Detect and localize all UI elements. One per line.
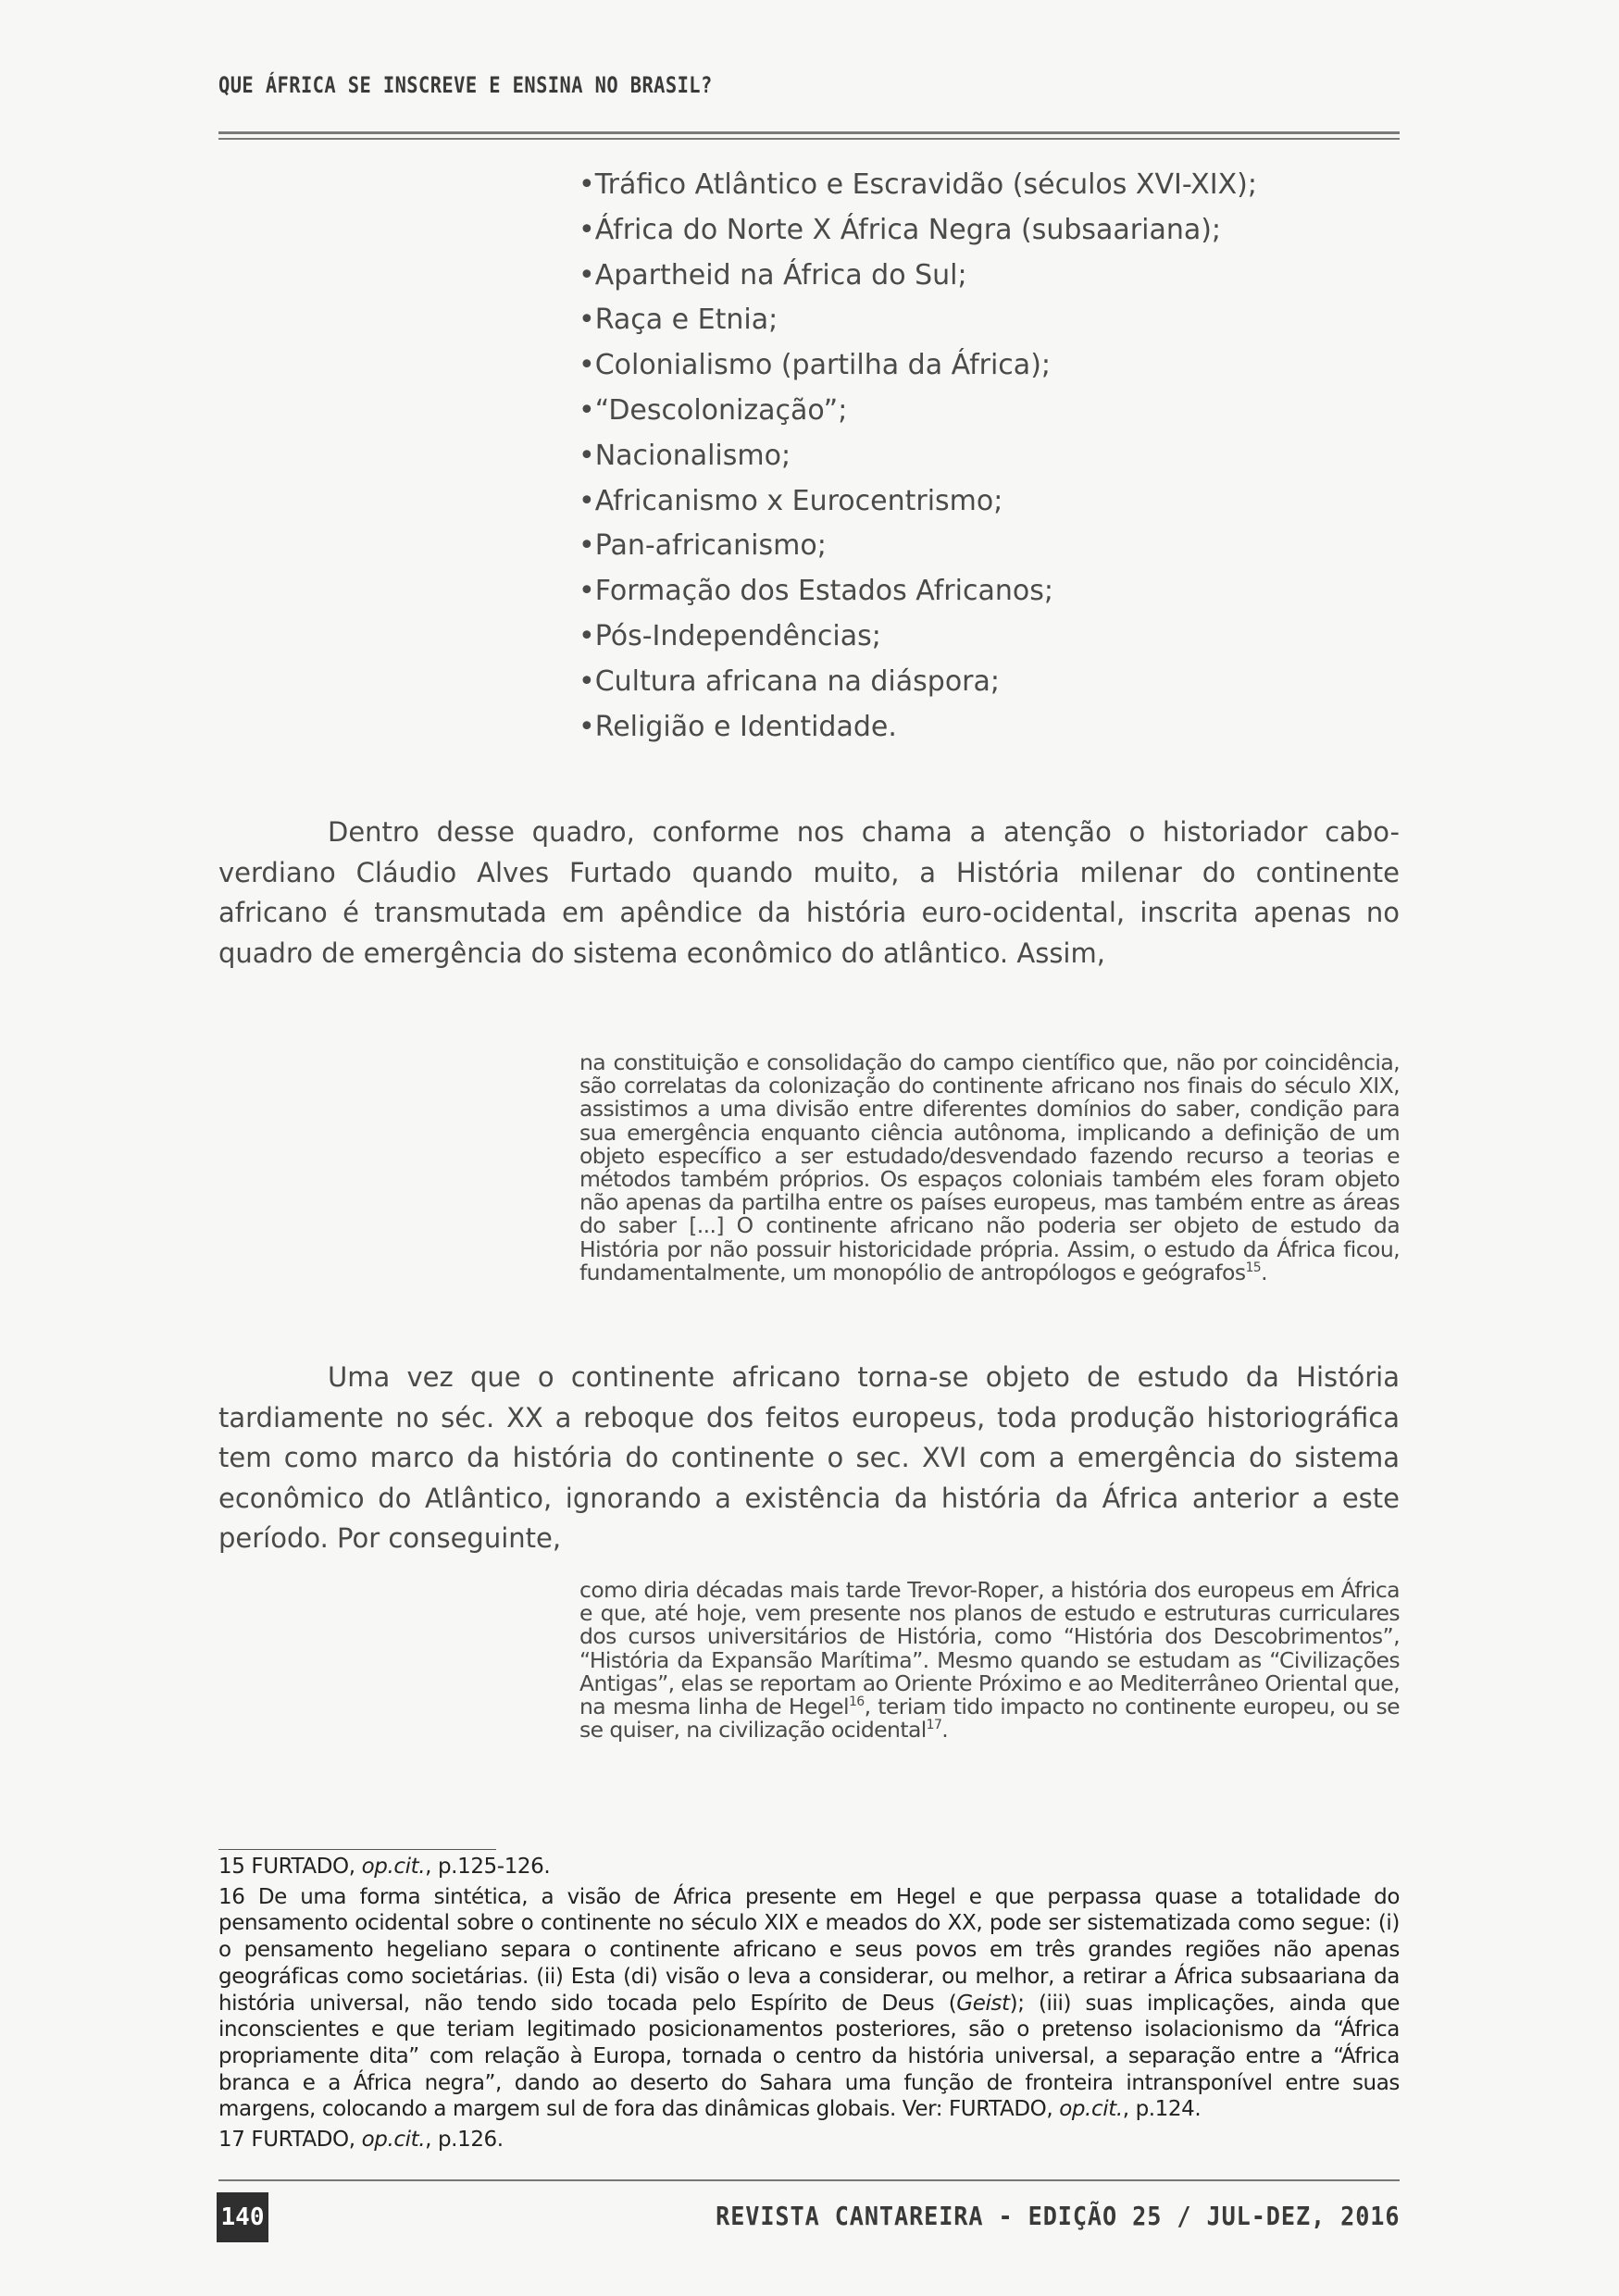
journal-name: REVISTA CANTAREIRA - EDIÇÃO 25 / JUL-DEZ, 2016 bbox=[715, 2201, 1400, 2231]
topic-item: •Africanismo x Eurocentrismo; bbox=[579, 484, 1003, 517]
paragraph-text: Uma vez que o continente africano torna-se objeto de estudo da História tardiamente no séc. XX a reboque dos feitos europeus, toda produção historiográfica tem como marco da história do continente o sec. XVI com a emergência do sistema econômico do Atlântico, ignorando a existência da história da África anterior a este período. Por conseguinte, bbox=[218, 1361, 1400, 1554]
topic-item: •Raça e Etnia; bbox=[579, 304, 778, 337]
footnote-italic: Geist bbox=[956, 1991, 1010, 2016]
quote-text: na constituição e consolidação do campo científico que, não por coincidência, são correlatas da colonização do continente africano nos finais do século XIX, assistimos a uma divisão entre diferentes domínios do saber, condição para sua emergência enquanto ciência autônoma, implicando a definição de um objeto específico a ser estudado/desvendado fazendo recurso a teorias e métodos também próprios. Os espaços coloniais também eles foram objeto não apenas da partilha entre os países europeus, mas também entre as áreas do saber [...] O continente africano não poderia ser objeto de estudo da História por não possuir historicidade própria. Assim, o estudo da África ficou, fundamentalmente, um monopólio de antropólogos e geógrafos bbox=[579, 1049, 1400, 1285]
running-header: QUE ÁFRICA SE INSCREVE E ENSINA NO BRASIL? bbox=[218, 72, 713, 98]
footnote-text: , p.126. bbox=[425, 2128, 504, 2153]
footnote-17 bbox=[218, 2127, 1400, 2153]
paragraph-text: Dentro desse quadro, conforme nos chama a atenção o historiador cabo-verdiano Cláudio Alves Furtado quando muito, a História milenar do continente africano é transmutada em apêndice da história euro-ocidental, inscrita apenas no quadro de emergência do sistema econômico do atlântico. Assim, bbox=[218, 816, 1400, 969]
topic-item: •“Descolonização”; bbox=[579, 393, 848, 427]
footnote-text: 15 FURTADO, bbox=[218, 1855, 362, 1879]
footnote-15 bbox=[218, 1854, 1400, 1880]
topic-item: •Apartheid na África do Sul; bbox=[579, 258, 967, 292]
footnotes bbox=[218, 1854, 1400, 2157]
topic-item: •Religião e Identidade. bbox=[579, 710, 897, 743]
topic-list bbox=[579, 163, 1257, 750]
topic-item: •Cultura africana na diáspora; bbox=[579, 664, 1000, 698]
quote-text: , teriam tido impacto no continente europeu, ou se se quiser, na civilização ocidental bbox=[579, 1694, 1400, 1744]
topic-item: •Pan-africanismo; bbox=[579, 529, 827, 563]
block-quote: na constituição e consolidação do campo científico que, não por coincidência, são correlatas da colonização do continente africano nos finais do século XIX, assistimos a uma divisão entre diferentes domínios do saber, condição para sua emergência enquanto ciência autônoma, implicando a definição de um objeto específico a ser estudado/desvendado fazendo recurso a teorias e métodos também próprios. Os espaços coloniais também eles foram objeto não apenas da partilha entre os países europeus, mas também entre as áreas do saber [...] O continente africano não poderia ser objeto de estudo da História por não possuir historicidade própria. Assim, o estudo da África ficou, fundamentalmente, um monopólio de antropólogos e geógrafos$^{15}$. bbox=[579, 1049, 1400, 1285]
page-number: 140 bbox=[217, 2192, 268, 2242]
body-paragraph bbox=[218, 813, 1400, 974]
footnote-text: , p.125-126. bbox=[425, 1855, 551, 1879]
topic-item: •África do Norte X África Negra (subsaariana); bbox=[579, 213, 1222, 246]
footnote-text: 16 De uma forma sintética, a visão de África presente em Hegel e que perpassa quase a totalidade do pensamento ocidental sobre o continente no século XIX e meados do XX, pode ser sistematizada como segue: (i) o pensamento hegeliano separa o continente africano e seus povos em três grandes regiões não apenas geográficas como societárias. (ii) Esta (di) visão o leva a considerar, ou melhor, a retirar a África subsaariana da história universal, não tendo sido tocada pelo Espírito de Deus ( bbox=[218, 1884, 1400, 2016]
footnote-16 bbox=[218, 1884, 1400, 2123]
footnote-text: 17 FURTADO, bbox=[218, 2128, 362, 2153]
footnote-separator bbox=[218, 1849, 496, 1850]
footnote-italic: op.cit. bbox=[361, 1855, 426, 1879]
footnote-italic: op.cit. bbox=[1059, 2097, 1123, 2122]
footnote-text: ); (iii) suas implicações, ainda que inconscientes e que teriam legitimado posicionamentos posteriores, são o pretenso isolacionismo da “África propriamente dita” com relação à Europa, tornada o centro da história universal, a separação entre a “África branca e a África negra”, dando ao deserto do Sahara uma função de fronteira intransponível entre suas margens, colocando a margem sul de fora das dinâmicas globais. Ver: FURTADO, bbox=[218, 1991, 1400, 2122]
topic-item: •Tráfico Atlântico e Escravidão (séculos XVI-XIX); bbox=[579, 168, 1257, 201]
block-quote: como diria décadas mais tarde Trevor-Roper, a história dos europeus em África e que, até hoje, vem presente nos planos de estudo e estruturas curriculares dos cursos universitários de História, como “História dos Descobrimentos”, “História da Expansão Marítima”. Mesmo quando se estudam as “Civilizações Antigas”, elas se reportam ao Oriente Próximo e ao Mediterrâneo Oriental que, na mesma linha de Hegel$^{16}$, teriam tido impacto no continente europeu, ou se se quiser, na civilização ocidental$^{17}$. bbox=[579, 1577, 1400, 1744]
topic-item: •Formação dos Estados Africanos; bbox=[579, 575, 1053, 608]
quote-text: como diria décadas mais tarde Trevor-Roper, a história dos europeus em África e que, até hoje, vem presente nos planos de estudo e estruturas curriculares dos cursos universitários de História, como “História dos Descobrimentos”, “História da Expansão Marítima”. Mesmo quando se estudam as “Civilizações Antigas”, elas se reportam ao Oriente Próximo e ao Mediterrâneo Oriental que, na mesma linha de Hegel bbox=[579, 1577, 1400, 1720]
footnote-italic: op.cit. bbox=[361, 2128, 426, 2153]
topic-item: •Colonialismo (partilha da África); bbox=[579, 349, 1051, 382]
body-paragraph bbox=[218, 1358, 1400, 1559]
footer-rule bbox=[218, 2179, 1400, 2181]
header-rule-top bbox=[218, 131, 1400, 134]
footnote-ref[interactable]: 16 bbox=[848, 1694, 865, 1710]
footnote-ref[interactable]: 17 bbox=[926, 1718, 942, 1733]
footnote-text: , p.124. bbox=[1122, 2097, 1202, 2122]
footnote-ref[interactable]: 15 bbox=[1245, 1260, 1262, 1275]
header-rule-bottom bbox=[218, 138, 1400, 140]
topic-item: •Pós-Independências; bbox=[579, 619, 881, 652]
topic-item: •Nacionalismo; bbox=[579, 439, 791, 472]
